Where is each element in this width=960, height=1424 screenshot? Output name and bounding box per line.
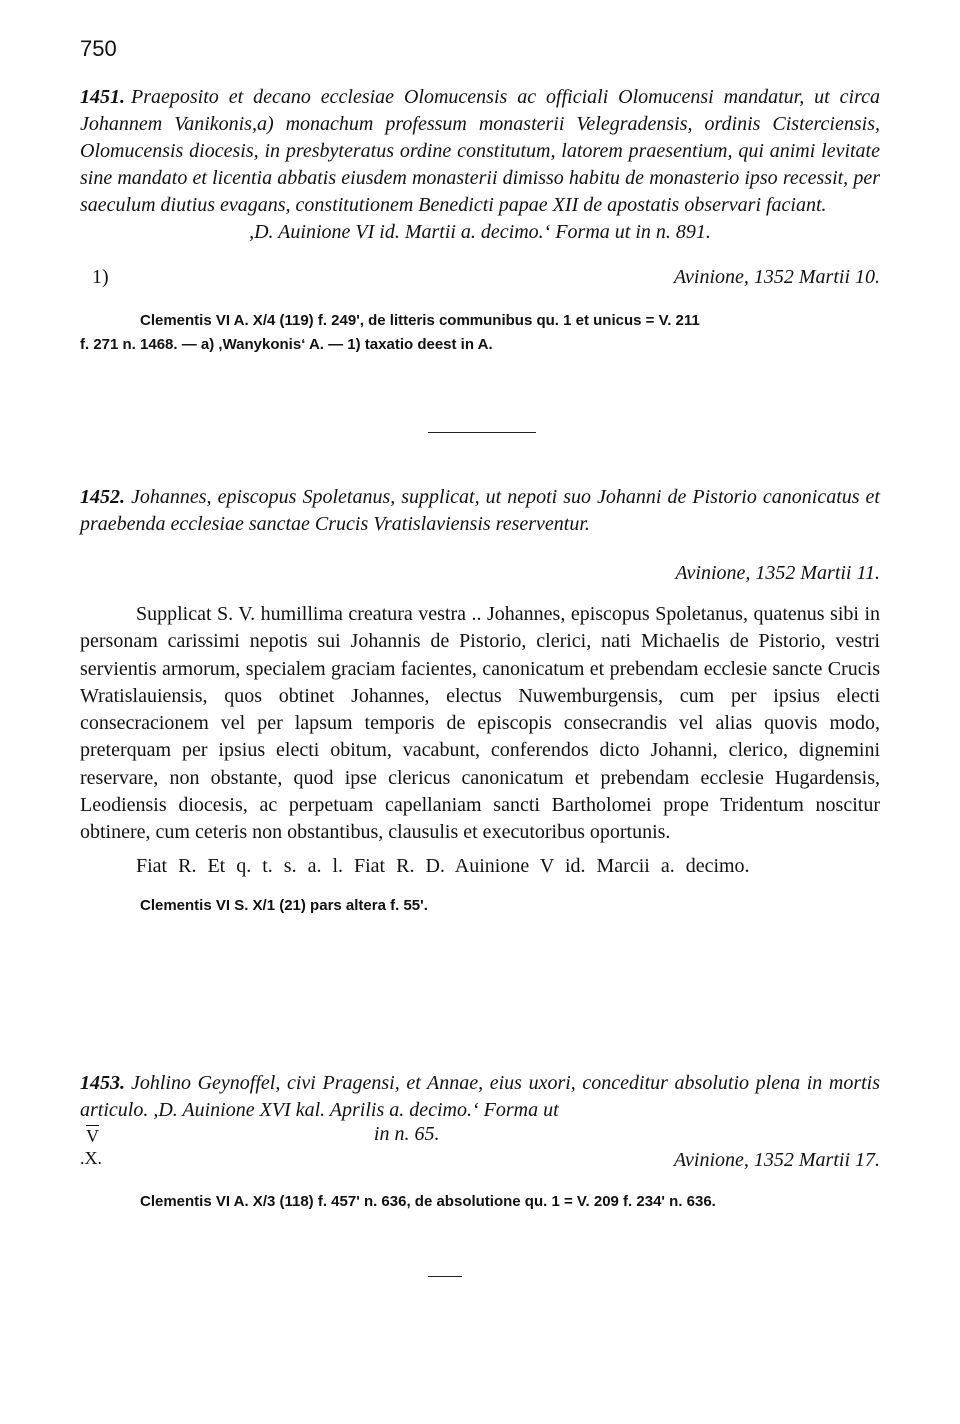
- page-number: 750: [80, 36, 117, 61]
- section-divider: [428, 432, 536, 433]
- footnote-marker: 1): [92, 266, 109, 288]
- source-line: Clementis VI A. X/3 (118) f. 457' n. 636, de absolutione qu. 1 = V. 209 f. 234' n. 636.: [140, 1193, 716, 1210]
- entry-1453: [80, 1070, 880, 1214]
- source-line: Clementis VI A. X/4 (119) f. 249', de litteris communibus qu. 1 et unicus = V. 211: [140, 312, 700, 329]
- regest-tail: in n. 65.: [373, 1123, 440, 1145]
- dateline: Avinione, 1352 Martii 10.: [673, 266, 880, 288]
- entry-1452: [80, 484, 880, 918]
- source-note: [80, 894, 880, 918]
- section-divider: [428, 1276, 462, 1277]
- source-note: [80, 1190, 880, 1214]
- dateline: Avinione, 1352 Martii 17.: [673, 1149, 880, 1171]
- entry-number: 1451.: [80, 86, 125, 108]
- supplication-text: Supplicat S. V. humillima creatura vestra .. Johannes, episcopus Spoletanus, quatenus sibi in personam carissimi nepotis sui Johannis de Pistorio, clerici, nati Michaelis de Pistorio, vestri servientis armorum, specialem graciam facientes, canonicatum et prebendam ecclesie sancte Crucis Wratislauiensis, quos obtinet Johannes, electus Nuwemburgensis, cum per ipsius electi consecracionem vel per lapsum temporis de episcopis consecrandis vel alias quovis modo, preterquam per ipsius electi obitum, vacabunt, conferendos dicto Johanni, clerico, dignemini reservare, non obstante, quod ipse clericus canonicatum et prebendam ecclesie Hugardensis, Leodiensis diocesis, ac perpetuam capellaniam sancti Bartholomei prope Tridentum noscitur obtinere, cum ceteris non obstantibus, clausulis et executoribus oportunis.: [80, 603, 880, 844]
- regest-text: Johannes, episcopus Spoletanus, supplicat, ut nepoti suo Johanni de Pistorio canonicatus et praebenda ecclesiae sanctae Crucis Vratislaviensis reserventur.: [80, 486, 880, 535]
- marginal-x: .X.: [80, 1148, 102, 1168]
- entry-number: 1453.: [80, 1072, 125, 1094]
- regest-text: Johlino Geynoffel, civi Pragensi, et Annae, eius uxori, conceditur absolutio plena in mortis articulo. ,D. Auinione XVI kal. Aprilis a. decimo.‘ Forma ut: [80, 1072, 880, 1121]
- marginal-note: [80, 1125, 102, 1169]
- dateline-row: [80, 264, 880, 291]
- entry-number: 1452.: [80, 486, 125, 508]
- regest: [80, 84, 880, 246]
- regest: [80, 484, 880, 538]
- regest-text: Praeposito et decano ecclesiae Olomucensis ac officiali Olomucensi mandatur, ut circa Johannem Vanikonis,a) monachum professum monasterii Velegradensis, ordinis Cisterciensis, Olomucensis diocesis, in presbyteratus ordine constitutum, latorem praesentium, qui animi levitate sine mandato et licentia abbatis eiusdem monasterii dimisso habitu de monasterio ipso recessit, per saeculum diutius evagans, constitutionem Benedicti papae XII de apostatis observari faciant.: [80, 86, 880, 216]
- regest: [80, 1070, 880, 1124]
- source-line: f. 271 n. 1468. — a) ,Wanykonis‘ A. — 1) taxatio deest in A.: [80, 336, 493, 353]
- source-note: [80, 309, 880, 357]
- source-line: Clementis VI S. X/1 (21) pars altera f. 55'.: [140, 896, 428, 914]
- fiat-line: Fiat R. Et q. t. s. a. l. Fiat R. D. Auinione V id. Marcii a. decimo.: [136, 854, 750, 877]
- marginal-v: $\overline{V}$: [86, 1126, 99, 1146]
- entry-1451: [80, 84, 880, 357]
- dateline-row: [80, 1124, 880, 1172]
- regest-tail: ,D. Auinione VI id. Martii a. decimo.‘ Forma ut in n. 891.: [249, 221, 711, 243]
- dateline-block: [373, 1123, 880, 1172]
- dateline: Avinione, 1352 Martii 11.: [675, 562, 880, 584]
